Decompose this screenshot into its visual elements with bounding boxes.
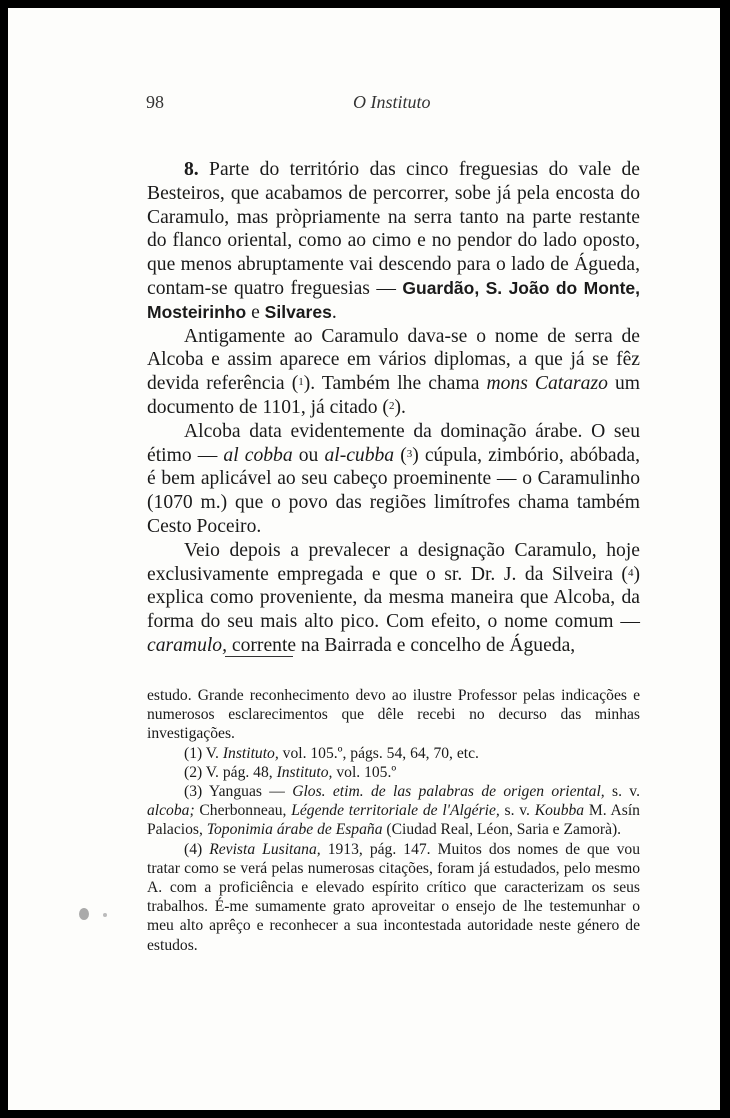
text-run: . bbox=[331, 301, 337, 323]
paragraph-alcoba bbox=[147, 325, 640, 420]
text-run: (Ciudad Real, Léon, Saria e Zamorà). bbox=[382, 821, 622, 839]
italic-term: Koubba bbox=[534, 802, 585, 820]
italic-term: Revista Lusitana, bbox=[209, 840, 321, 858]
text-run: Antigamente ao Caramulo dava-se o nome de serra de Alcoba e assim aparece em vários diplomas, a que já se fêz devida referência ( bbox=[147, 325, 640, 395]
paper-blemish bbox=[79, 908, 89, 920]
text-run: 1913, pág. 147. Muitos dos nomes de que vou tratar como se verá pelas numerosas citações, foram já estudados, pelo mesmo A. com a proficiência e elevado espírito crítico que caracterizam os seus trabalhos. É-me sumamente grato aproveitar o ensejo de lhe testemunhar o meu alto aprêço e reconhecer a sua incontestada autoridade neste género de estudos. bbox=[147, 840, 640, 954]
italic-term: al-cubba bbox=[324, 444, 395, 466]
italic-term: Légende territoriale de l'Algérie, bbox=[291, 802, 500, 820]
main-text bbox=[147, 158, 640, 658]
text-run: s. v. bbox=[499, 802, 535, 820]
parish-names: Guardão, S. João do Monte, Mosteirinho bbox=[147, 277, 640, 322]
paper-blemish bbox=[103, 913, 107, 917]
paragraph-etymology bbox=[147, 420, 640, 539]
text-run: e bbox=[246, 301, 265, 323]
italic-term: Instituto, bbox=[222, 744, 279, 762]
footnote-ref: 2 bbox=[388, 399, 395, 412]
italic-term: Toponimia árabe de España bbox=[206, 821, 383, 839]
italic-term: mons Catarazo bbox=[486, 373, 608, 395]
paragraph-caramulo bbox=[147, 539, 640, 658]
footnote-mark: (2) bbox=[184, 763, 203, 781]
text-run: ). bbox=[394, 396, 406, 418]
text-run: Yanguas — bbox=[202, 783, 293, 801]
footnote-continuation: estudo. Grande reconhecimento devo ao ilustre Professor pelas indicações e numerosos esclarecimentos que dêle recebi no decurso das minhas investigações. bbox=[147, 687, 640, 743]
text-run: ). Também lhe chama bbox=[303, 373, 487, 395]
text-run: ou bbox=[292, 444, 325, 466]
text-run: ( bbox=[394, 444, 407, 466]
parish-name-silvares: Silvares bbox=[264, 301, 332, 322]
text-run: Veio depois a prevalecer a designação Caramulo, hoje exclusivamente empregada e que o sr. Dr. J. da Silveira ( bbox=[147, 539, 640, 585]
footnote-mark: (1) bbox=[184, 744, 203, 762]
book-page bbox=[8, 8, 720, 1110]
italic-term: Glos. etim. de las palabras de origen oriental, bbox=[292, 783, 605, 801]
text-run: vol. 105.º, págs. 54, 64, 70, etc. bbox=[278, 744, 479, 762]
italic-term: caramulo, bbox=[147, 634, 228, 656]
italic-term: Instituto, bbox=[276, 763, 333, 781]
footnote-ref: 4 bbox=[627, 566, 634, 579]
text-run: V. bbox=[202, 744, 223, 762]
text-run: M. Asín Palacios, bbox=[147, 802, 640, 839]
text-run: V. pág. 48, bbox=[202, 763, 277, 781]
page-number: 98 bbox=[146, 92, 164, 112]
running-header bbox=[8, 92, 720, 116]
footnote-ref: 3 bbox=[406, 447, 413, 460]
text-run: Parte do território das cinco freguesias do vale de Besteiros, que acabamos de percorrer, sobe já pela encosta do Caramulo, mas pròpriamente na serra tanto na parte restante do flanco oriental, como ao cimo e no pendor do lado oposto, que menos abruptamente vai descendo para o lado de Águeda, contam-se quatro freguesias — bbox=[147, 159, 640, 299]
footnotes bbox=[147, 686, 640, 955]
text-run: ) cúpula, zimbório, abóbada, é bem aplicável ao seu cabeço proeminente — o Caramulinho (1070 m.) que o povo das regiões limítrofes chama também Cesto Poceiro. bbox=[147, 444, 640, 537]
italic-term: al cobba bbox=[223, 444, 293, 466]
paragraph-section-8 bbox=[147, 158, 640, 325]
text-run: vol. 105.º bbox=[332, 763, 397, 781]
text-run: um documento de 1101, já citado ( bbox=[147, 373, 641, 418]
footnote-3 bbox=[147, 782, 640, 840]
footnote-mark: (4) bbox=[184, 840, 203, 858]
footnote-4 bbox=[147, 840, 640, 955]
text-run: corrente na Bairrada e concelho de Águeda, bbox=[227, 634, 576, 656]
footnote-ref: 1 bbox=[298, 376, 304, 389]
text-run: Alcoba data evidentemente da dominação árabe. O seu étimo — bbox=[147, 420, 640, 466]
footnote-separator bbox=[225, 656, 293, 657]
text-run: s. v. bbox=[604, 783, 640, 801]
footnote-1 bbox=[147, 744, 640, 763]
footnote-2 bbox=[147, 763, 640, 782]
italic-term: alcoba; bbox=[147, 802, 195, 820]
section-number: 8. bbox=[184, 159, 199, 180]
footnote-mark: (3) bbox=[184, 783, 203, 801]
text-run: ) explica como proveniente, da mesma maneira que Alcoba, da forma do seu mais alto pico. Com efeito, o nome comum — bbox=[147, 563, 640, 633]
text-run: Cherbonneau, bbox=[194, 802, 292, 820]
running-title: O Instituto bbox=[353, 92, 431, 112]
